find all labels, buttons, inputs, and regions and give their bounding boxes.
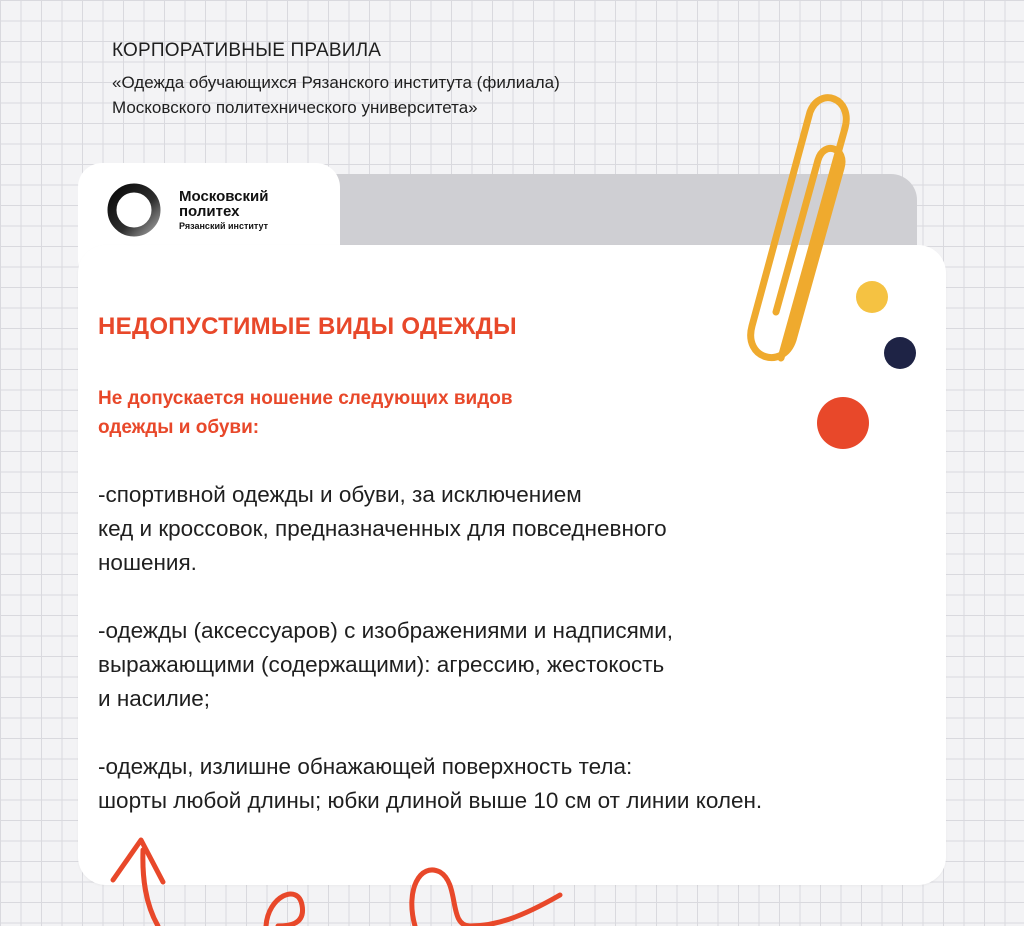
header-subtitle-line1: «Одежда обучающихся Рязанского института (филиала)	[112, 73, 560, 92]
rule-item-1-line2: кед и кроссовок, предназначенных для повседневного	[98, 516, 667, 541]
rule-item-1-line3: ношения.	[98, 550, 197, 575]
section-subtitle-line1: Не допускается ношение следующих видов	[98, 388, 513, 409]
logo-text-line1: Московский	[179, 187, 269, 205]
page-header	[112, 40, 560, 120]
logo	[107, 183, 268, 237]
rule-item-3-line1: -одежды, излишне обнажающей поверхность тела:	[98, 754, 633, 779]
rule-item-2-line1: -одежды (аксессуаров) с изображениями и надписями,	[98, 618, 674, 643]
politech-logo-icon	[107, 183, 161, 237]
rule-item-2-line2: выражающими (содержащими): агрессию, жестокость	[98, 652, 665, 677]
rule-item-1-line1: -спортивной одежды и обуви, за исключением	[98, 482, 582, 507]
logo-text-line2: политех	[179, 203, 240, 221]
rule-item-2	[98, 614, 673, 716]
section-title: НЕДОПУСТИМЫЕ ВИДЫ ОДЕЖДЫ	[98, 313, 517, 340]
rule-item-2-line3: и насилие;	[98, 686, 211, 711]
section-subtitle	[98, 384, 718, 442]
rule-item-3-line2: шорты любой длины; юбки длиной выше 10 см от линии колен.	[98, 788, 763, 813]
rule-item-3	[98, 750, 762, 818]
header-subtitle-line2: Московского политехнического университета»	[112, 98, 478, 117]
header-title: КОРПОРАТИВНЫЕ ПРАВИЛА	[112, 40, 382, 61]
logo-text-line3: Рязанский институт	[179, 221, 269, 232]
rule-item-1	[98, 478, 667, 580]
section-subtitle-line2: одежды и обуви:	[98, 417, 260, 438]
